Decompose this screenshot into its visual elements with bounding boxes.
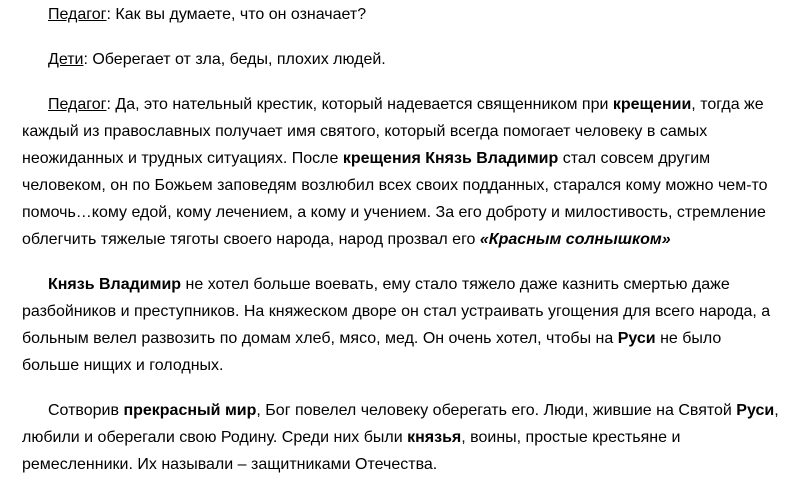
paragraph-text: Как вы думаете, что он означает? <box>115 6 367 23</box>
paragraph-text: Сотворив <box>48 402 124 419</box>
paragraph-beautiful-world <box>22 397 781 478</box>
paragraph-text: , любили и оберегали свою Родину. Среди них были <box>22 402 779 446</box>
bold-italic-term: «Красным солнышком» <box>479 231 671 248</box>
paragraph-text: не хотел больше воевать, ему стало тяжело даже казнить смертью даже разбойников и преступников. На княжеском дворе он стал устраивать угощения для всего народа, а больным велел развозить по домам хлеб, мясо, мед. Он очень хотел, чтобы на <box>22 276 771 347</box>
bold-term: Руси <box>617 330 656 347</box>
bold-term: Князь Владимир <box>48 276 182 293</box>
bold-term: крещении <box>612 96 692 113</box>
bold-term: Руси <box>736 402 775 419</box>
separator: : <box>106 6 116 23</box>
paragraph-text: стал совсем другим человеком, он по Божьем заповедям возлюбил всех своих подданных, старался кому можно чем-то помочь…кому едой, кому лечением, а кому и учением. За его доброту и милостивость, стремление облегчить тяжелые тяготы своего народа, народ прозвал его <box>22 150 768 248</box>
paragraph-text: , воины, простые крестьяне и ремесленники. Их называли – защитниками Отечества. <box>22 429 681 473</box>
paragraph-children-answer <box>22 46 781 73</box>
bold-term: крещения Князь Владимир <box>342 150 559 167</box>
paragraph-teacher-explanation <box>22 91 781 253</box>
separator: : <box>83 51 93 68</box>
speaker-label: Педагог <box>48 96 107 113</box>
speaker-label: Педагог <box>48 6 107 23</box>
bold-term: князья <box>407 429 462 446</box>
bold-term: прекрасный мир <box>123 402 257 419</box>
paragraph-teacher-question <box>22 1 781 28</box>
speaker-label: Дети <box>48 51 84 68</box>
paragraph-text: Оберегает от зла, беды, плохих людей. <box>92 51 386 68</box>
paragraph-prince-vladimir <box>22 271 781 379</box>
paragraph-text: , Бог повелел человеку оберегать его. Люди, жившие на Святой <box>256 402 737 419</box>
paragraph-text: , тогда же каждый из православных получает имя святого, который всегда помогает человеку в самых неожиданных и трудных ситуациях. После <box>22 96 764 167</box>
paragraph-text: : Да, это нательный крестик, который надевается священником при <box>106 96 613 113</box>
paragraph-text: не было больше нищих и голодных. <box>22 330 722 374</box>
